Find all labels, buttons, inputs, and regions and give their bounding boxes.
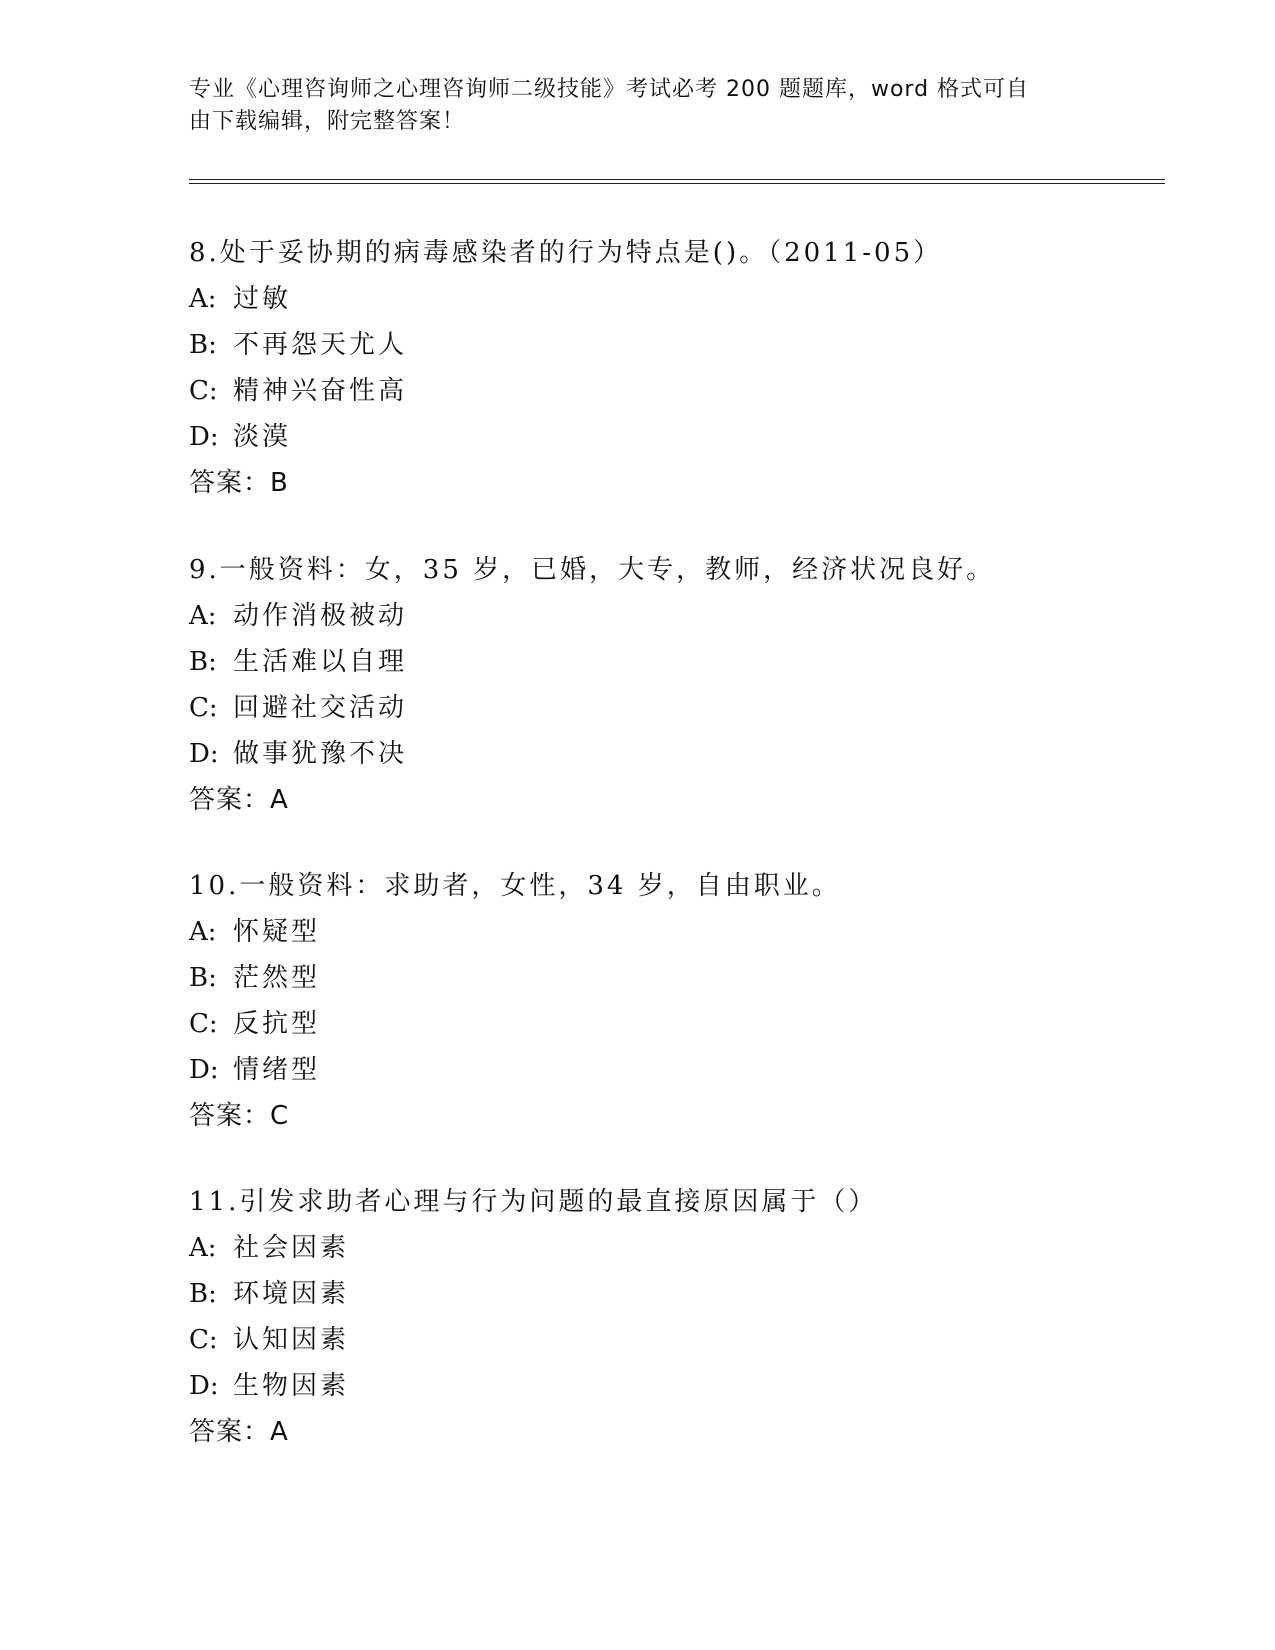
option-key: C:: [189, 376, 218, 406]
option-text: 精神兴奋性高: [233, 376, 408, 406]
option-b: [189, 1279, 1169, 1309]
option-c: [189, 376, 1169, 406]
option-c: [189, 1325, 1169, 1355]
option-b: [189, 963, 1169, 993]
option-text: 生活难以自理: [233, 647, 408, 677]
option-text: 怀疑型: [233, 917, 321, 947]
header-divider-bottom: [189, 183, 1165, 184]
option-text: 环境因素: [233, 1279, 350, 1309]
option-key: C:: [189, 693, 218, 723]
option-a: [189, 601, 1169, 631]
option-key: B:: [189, 647, 217, 677]
option-text: 不再怨天尤人: [233, 330, 408, 360]
option-a: [189, 917, 1169, 947]
option-key: A:: [189, 917, 217, 947]
option-key: C:: [189, 1009, 218, 1039]
option-key: B:: [189, 1279, 217, 1309]
option-text: 淡漠: [233, 422, 292, 452]
option-a: [189, 284, 1169, 314]
document-header: [189, 74, 1089, 138]
option-key: A:: [189, 601, 217, 631]
option-key: A:: [189, 1233, 217, 1263]
option-a: [189, 1233, 1169, 1263]
option-key: C:: [189, 1325, 218, 1355]
option-key: D:: [189, 1055, 219, 1085]
option-d: [189, 422, 1169, 452]
question-block: [189, 238, 1169, 498]
option-text: 情绪型: [233, 1055, 321, 1085]
question-block: [189, 871, 1169, 1131]
option-text: 过敏: [233, 284, 292, 314]
option-b: [189, 330, 1169, 360]
option-key: D:: [189, 422, 219, 452]
header-divider-top: [189, 179, 1165, 180]
option-key: B:: [189, 330, 217, 360]
option-text: 茫然型: [233, 963, 321, 993]
option-d: [189, 1055, 1169, 1085]
option-text: 回避社交活动: [233, 693, 408, 723]
header-line-1: 专业《心理咨询师之心理咨询师二级技能》考试必考 200 题题库，word 格式可自: [189, 77, 1030, 102]
option-d: [189, 739, 1169, 769]
question-stem: 10.一般资料：求助者，女性，34 岁，自由职业。: [189, 871, 841, 901]
answer-line: 答案：C: [189, 1101, 290, 1131]
option-key: B:: [189, 963, 217, 993]
option-b: [189, 647, 1169, 677]
option-c: [189, 1009, 1169, 1039]
option-text: 做事犹豫不决: [233, 739, 408, 769]
question-block: [189, 1187, 1169, 1447]
header-line-2: 由下载编辑，附完整答案！: [189, 109, 466, 134]
option-key: A:: [189, 284, 217, 314]
option-c: [189, 693, 1169, 723]
option-text: 动作消极被动: [233, 601, 408, 631]
option-text: 生物因素: [233, 1371, 350, 1401]
question-stem: 9.一般资料：女，35 岁，已婚，大专，教师，经济状况良好。: [189, 555, 996, 585]
answer-line: 答案：A: [189, 785, 289, 815]
option-text: 反抗型: [233, 1009, 321, 1039]
question-stem: 8.处于妥协期的病毒感染者的行为特点是()。（2011-05）: [189, 238, 943, 268]
option-d: [189, 1371, 1169, 1401]
answer-line: 答案：A: [189, 1417, 289, 1447]
question-block: [189, 555, 1169, 815]
option-text: 社会因素: [233, 1233, 350, 1263]
question-stem: 11.引发求助者心理与行为问题的最直接原因属于（）: [189, 1187, 878, 1217]
option-key: D:: [189, 739, 219, 769]
option-key: D:: [189, 1371, 219, 1401]
option-text: 认知因素: [233, 1325, 350, 1355]
answer-line: 答案：B: [189, 468, 289, 498]
